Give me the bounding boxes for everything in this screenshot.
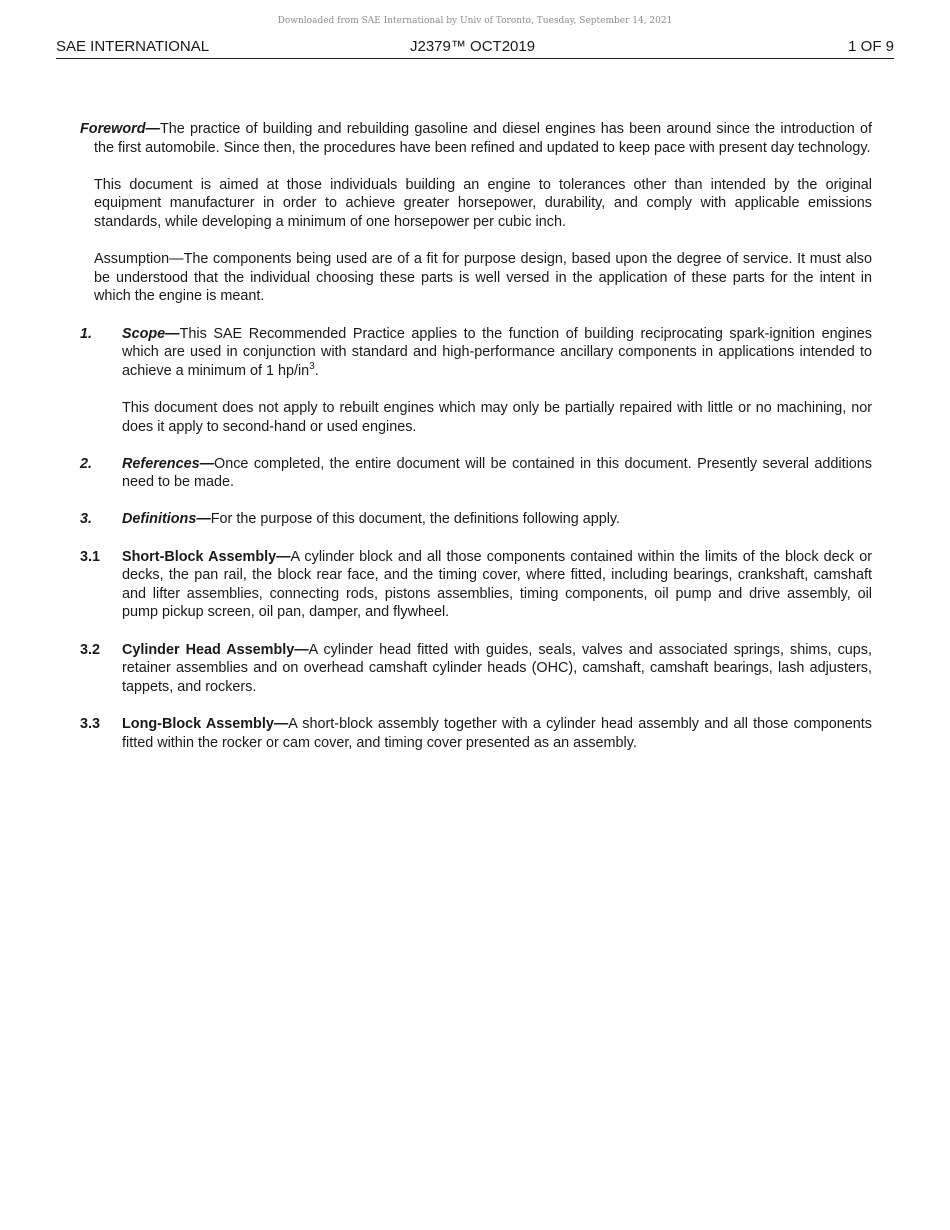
document-body <box>80 120 872 771</box>
section-text: For the purpose of this document, the definitions following apply. <box>210 511 621 528</box>
subsection-number: 3.3 <box>80 716 101 732</box>
foreword-paragraph <box>80 120 872 157</box>
section-title: Definitions— <box>122 511 211 528</box>
foreword-assumption: Assumption—The components being used are of a fit for purpose design, based upon the degree of service. It must also be understood that the individual choosing these parts is well versed in the application of these parts for the intent in which the engine is meant. <box>94 251 872 305</box>
section-scope <box>80 325 872 381</box>
definition-short-block <box>80 548 872 622</box>
subsection-number: 3.2 <box>80 641 101 658</box>
definition-term: Short-Block Assembly— <box>122 548 291 565</box>
definition-text: A cylinder head fitted with guides, seals, valves and associated springs, shims, cups, retainer assemblies and on overhead camshaft cylinder heads (OHC), camshaft, camshaft bearings, lash adjusters, tappets, and rockers. <box>122 641 872 695</box>
section-text: This SAE Recommended Practice applies to the function of building reciprocating spark-ignition engines which are used in conjunction with standard and high-performance ancillary components in applications intended to achieve a minimum of 1 hp/in <box>122 325 872 379</box>
scope-paragraph-2: This document does not apply to rebuilt engines which may only be partially repaired with little or no machining, nor does it apply to second-hand or used engines. <box>122 399 872 435</box>
foreword-paragraph-2: This document is aimed at those individuals building an engine to tolerances other than intended by the original equipment manufacturer in order to achieve greater horsepower, durability, and comply with applicable emissions standards, while developing a minimum of one horsepower per cubic inch. <box>94 176 872 230</box>
section-title: Scope— <box>122 325 180 342</box>
header-organization: SAE INTERNATIONAL <box>56 38 210 55</box>
section-number: 1. <box>80 325 93 342</box>
definition-text: A short-block assembly together with a cylinder head assembly and all those components fitted within the rocker or cam cover, and timing cover presented as an assembly. <box>122 716 872 751</box>
sentence-end: . <box>314 362 319 379</box>
section-title: References— <box>122 455 214 472</box>
section-number: 2. <box>80 455 93 472</box>
definition-text: A cylinder block and all those components contained within the limits of the block deck or decks, the pan rail, the block rear face, and the timing cover, where fitted, including bearings, crankshaft, camshaft and lifter assemblies, connecting rods, pistons assemblies, timing components, oil pump and drive assembly, oil pump pickup screen, oil pan, damper, and flywheel. <box>122 548 872 621</box>
definition-term: Long-Block Assembly— <box>122 716 289 732</box>
page-header <box>56 38 894 59</box>
foreword-text: The practice of building and rebuilding gasoline and diesel engines has been around since the introduction of the first automobile. Since then, the procedures have been refined and updated to keep pace with present day technology. <box>94 121 872 156</box>
subsection-number: 3.1 <box>80 548 101 565</box>
download-watermark: Downloaded from SAE International by Univ of Toronto, Tuesday, September 14, 2021 <box>277 16 673 26</box>
foreword-title: Foreword— <box>80 121 160 137</box>
header-document-id: J2379™ OCT2019 <box>410 38 536 55</box>
section-text: Once completed, the entire document will be contained in this document. Presently several additions need to be made. <box>122 455 872 491</box>
section-references <box>80 455 872 492</box>
superscript-exponent: 3 <box>309 360 315 372</box>
definition-cylinder-head <box>80 641 872 697</box>
header-page-number: 1 OF 9 <box>848 38 894 55</box>
definition-term: Cylinder Head Assembly— <box>122 641 309 658</box>
section-number: 3. <box>80 511 93 528</box>
definition-long-block <box>80 715 872 752</box>
section-definitions <box>80 510 872 529</box>
